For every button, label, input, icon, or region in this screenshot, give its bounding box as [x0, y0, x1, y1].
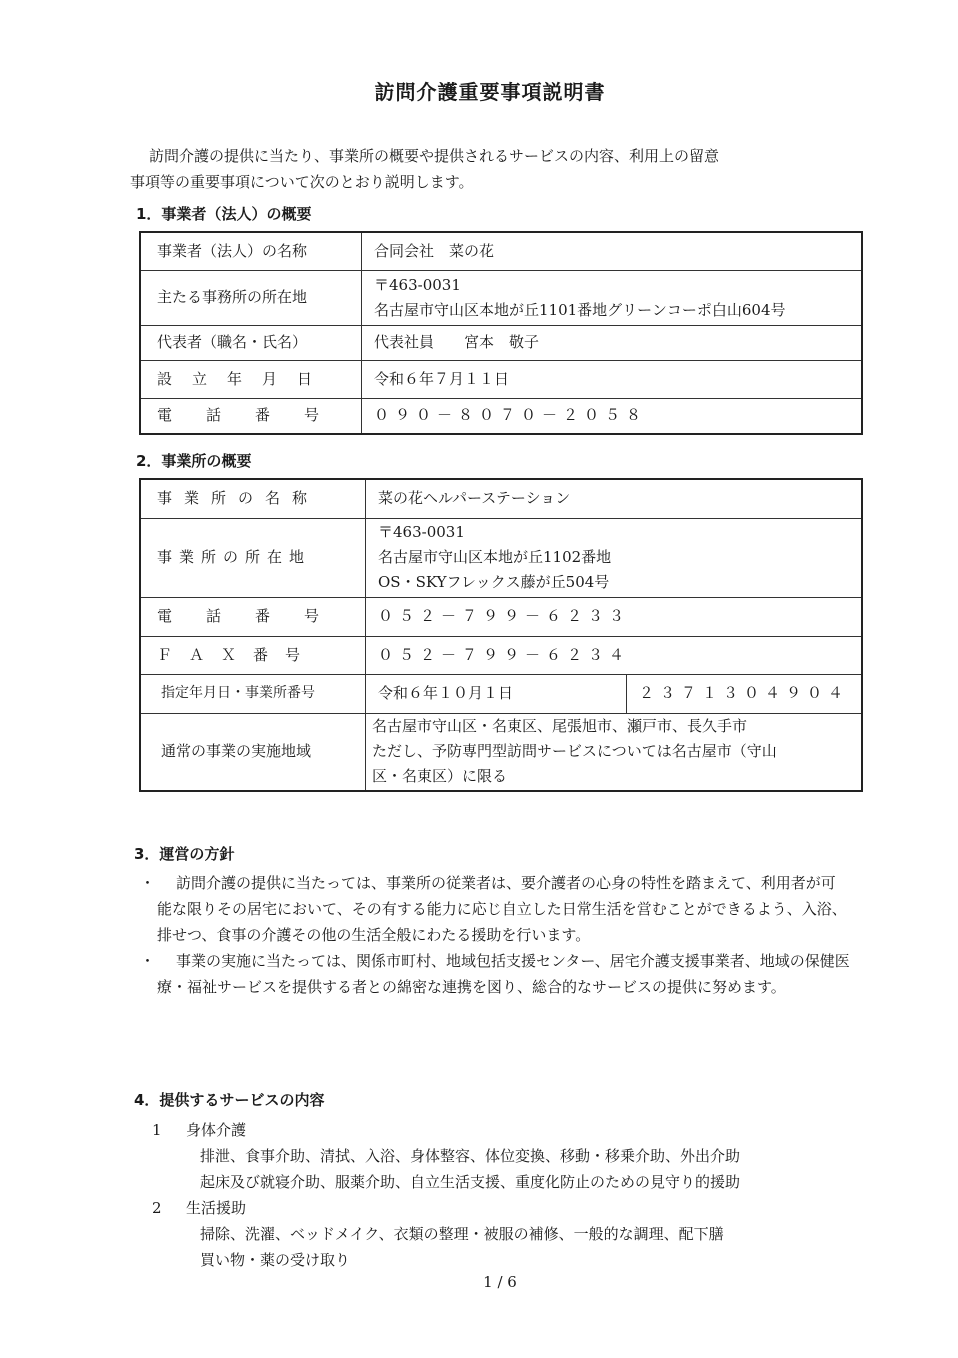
area-line: 名古屋市守山区・名東区、尾張旭市、瀬戸市、長久手市 — [372, 717, 748, 736]
spaced-label: 電話番号 — [157, 406, 354, 425]
row-value — [362, 270, 863, 325]
row-label — [140, 636, 366, 674]
row-value — [362, 398, 863, 434]
row-value: 令和６年７月１１日 — [362, 360, 863, 398]
page-number: 1 / 6 — [483, 1273, 517, 1291]
office-table — [139, 478, 863, 792]
area-line: 区・名東区）に限る — [372, 767, 508, 786]
policy-list — [140, 870, 850, 1000]
spaced-label: ＦＡＸ番号 — [157, 645, 318, 664]
table-row — [140, 518, 862, 597]
row-label: 通常の事業の実施地域 — [140, 713, 366, 791]
service-item — [152, 1117, 872, 1195]
bullet-mark: ・ — [140, 874, 156, 892]
intro-paragraph — [130, 143, 850, 195]
postal-code: 〒463-0031 — [378, 523, 465, 541]
row-label: 事業者（法人）の名称 — [140, 232, 362, 270]
postal-code: 〒463-0031 — [374, 275, 461, 294]
section1-heading: 1．事業者（法人）の概要 — [136, 205, 312, 223]
row-label — [140, 479, 366, 518]
service-heading — [152, 1195, 872, 1221]
intro-line-2: 事項等の重要事項について次のとおり説明します。 — [130, 173, 474, 191]
spaced-label: 事業所の名称 — [157, 489, 320, 508]
row-value: 菜の花ヘルパーステーション — [366, 479, 863, 518]
table-row — [140, 325, 862, 360]
row-value: 令和６年１０月１日 — [366, 674, 627, 713]
service-line: 排泄、食事介助、清拭、入浴、身体整容、体位変換、移動・移乗介助、外出介助 — [200, 1147, 741, 1165]
service-list — [152, 1117, 872, 1273]
table-row — [140, 674, 862, 713]
service-line: 起床及び就寝介助、服薬介助、自立生活支援、重度化防止のための見守り的援助 — [200, 1173, 741, 1191]
service-number: 2 — [152, 1199, 162, 1217]
list-item — [140, 870, 850, 948]
table-row — [140, 360, 862, 398]
section2-heading: 2．事業所の概要 — [136, 452, 252, 470]
phone-number: ０５２－７９９－６２３３ — [378, 607, 631, 625]
service-item — [152, 1195, 872, 1273]
row-label — [140, 398, 362, 434]
service-description — [152, 1221, 872, 1273]
service-description — [152, 1143, 872, 1195]
row-label: 指定年月日・事業所番号 — [140, 674, 366, 713]
service-number: 1 — [152, 1121, 162, 1139]
spaced-label: 事業所の所在地 — [157, 548, 312, 566]
spaced-label: 設立年月日 — [157, 369, 333, 388]
table-row — [140, 636, 862, 674]
table-row — [140, 597, 862, 636]
section4-heading: 4．提供するサービスの内容 — [134, 1091, 325, 1109]
section3-heading: 3．運営の方針 — [134, 845, 235, 863]
table-row — [140, 713, 862, 791]
table-row — [140, 398, 862, 434]
row-value: 代表社員 宮本 敬子 — [362, 325, 863, 360]
service-heading — [152, 1117, 872, 1143]
row-value — [366, 518, 863, 597]
address-line: 名古屋市守山区本地が丘1102番地 — [378, 548, 612, 566]
office-number-text: ２３７１３０４９０４ — [638, 684, 849, 702]
row-value — [366, 713, 863, 791]
list-item — [140, 948, 850, 1000]
intro-line-1: 訪問介護の提供に当たり、事業所の概要や提供されるサービスの内容、利用上の留意 — [149, 147, 720, 165]
row-label — [140, 518, 366, 597]
phone-number: ０９０－８０７０－２０５８ — [374, 406, 648, 425]
office-number — [627, 674, 863, 713]
fax-number: ０５２－７９９－６２３４ — [378, 645, 631, 664]
service-name: 身体介護 — [186, 1121, 247, 1139]
address-line: OS・SKYフレックス藤が丘504号 — [378, 573, 610, 591]
row-value — [366, 597, 863, 636]
table-row — [140, 479, 862, 518]
document-title: 訪問介護重要事項説明書 — [374, 80, 606, 104]
row-label — [140, 597, 366, 636]
row-label: 代表者（職名・氏名） — [140, 325, 362, 360]
spaced-label: 電話番号 — [157, 607, 354, 625]
address-line: 名古屋市守山区本地が丘1101番地グリーンコーポ白山604号 — [374, 300, 786, 319]
row-label — [140, 360, 362, 398]
service-line: 買い物・薬の受け取り — [200, 1251, 351, 1269]
table-row — [140, 270, 862, 325]
table-row — [140, 232, 862, 270]
row-value — [366, 636, 863, 674]
area-line: ただし、予防専門型訪問サービスについては名古屋市（守山 — [372, 742, 777, 761]
row-value: 合同会社 菜の花 — [362, 232, 863, 270]
operator-table — [139, 231, 863, 435]
service-name: 生活援助 — [186, 1199, 247, 1217]
row-label: 主たる事務所の所在地 — [140, 270, 362, 325]
list-item-text: 事業の実施に当たっては、関係市町村、地域包括支援センター、居宅介護支援事業者、地域の保健医療・福祉サービスを提供する者との綿密な連携を図り、総合的なサービスの提供に努めます。 — [157, 952, 850, 996]
list-item-text: 訪問介護の提供に当たっては、事業所の従業者は、要介護者の心身の特性を踏まえて、利用者が可能な限りその居宅において、その有する能力に応じ自立した日常生活を営むことができるよう、入浴、排せつ、食事の介護その他の生活全般にわたる援助を行います。 — [157, 874, 847, 944]
service-line: 掃除、洗濯、ベッドメイク、衣類の整理・被服の補修、一般的な調理、配下膳 — [200, 1225, 724, 1243]
bullet-mark: ・ — [140, 952, 156, 970]
